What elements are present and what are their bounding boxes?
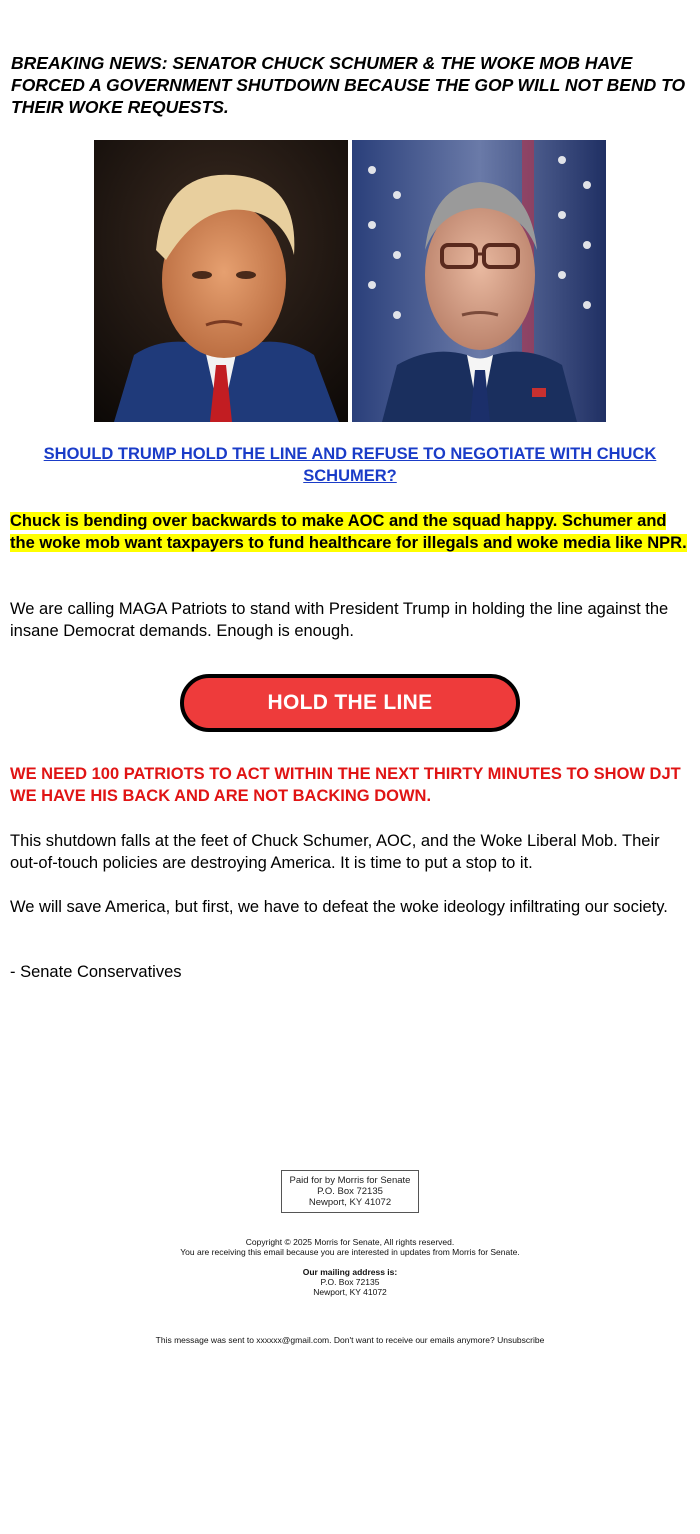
sent-to-text: This message was sent to xxxxxx@gmail.com. Don't want to receive our emails anymore? [155,1335,495,1345]
copyright-text: Copyright © 2025 Morris for Senate, All rights reserved. [245,1237,455,1247]
paid-for-line2: P.O. Box 72135 [317,1186,383,1197]
mailing-line1: P.O. Box 72135 [320,1277,380,1287]
footer-mailing-block [0,1267,700,1297]
mailing-line2: Newport, KY 41072 [313,1287,387,1297]
unsubscribe-link[interactable]: Unsubscribe [497,1335,545,1345]
paid-for-box [281,1170,419,1213]
paragraph-3: This shutdown falls at the feet of Chuck Schumer, AOC, and the Woke Liberal Mob. Their out-of-touch policies are destroying America. It is time to put a stop to it. [10,832,660,872]
receiving-text: You are receiving this email because you are interested in updates from Morris for Senate. [180,1247,520,1257]
paragraph-1: We are calling MAGA Patriots to stand with President Trump in holding the line against the insane Democrat demands. Enough is enough. [10,600,669,640]
paid-for-line1: Paid for by Morris for Senate [289,1175,411,1186]
photo-left [94,140,349,422]
paragraph-4: We will save America, but first, we have to defeat the woke ideology infiltrating our society. [10,898,668,916]
footer-sent-block [0,1335,700,1345]
highlight-paragraph [10,510,694,554]
headline: BREAKING NEWS: SENATOR CHUCK SCHUMER & THE WOKE MOB HAVE FORCED A GOVERNMENT SHUTDOWN BECAUSE THE GOP WILL NOT BEND TO THEIR WOKE REQUESTS. [11,53,686,117]
button-wrap [180,674,520,732]
signature: - Senate Conservatives [10,963,182,981]
paid-for-line3: Newport, KY 41072 [308,1197,392,1208]
highlight-text: Chuck is bending over backwards to make AOC and the squad happy. Schumer and the woke mob want taxpayers to fund healthcare for illegals and woke media like NPR. [10,512,687,552]
cta-link[interactable]: SHOULD TRUMP HOLD THE LINE AND REFUSE TO NEGOTIATE WITH CHUCK SCHUMER? [43,445,657,485]
header-photos [94,140,606,422]
photo-right [352,140,607,422]
urgent-text: WE NEED 100 PATRIOTS TO ACT WITHIN THE NEXT THIRTY MINUTES TO SHOW DJT WE HAVE HIS BACK AND ARE NOT BACKING DOWN. [10,765,681,805]
footer-copyright-block [0,1237,700,1257]
mailing-label: Our mailing address is: [302,1267,398,1277]
hold-the-line-button[interactable]: HOLD THE LINE [180,674,520,732]
